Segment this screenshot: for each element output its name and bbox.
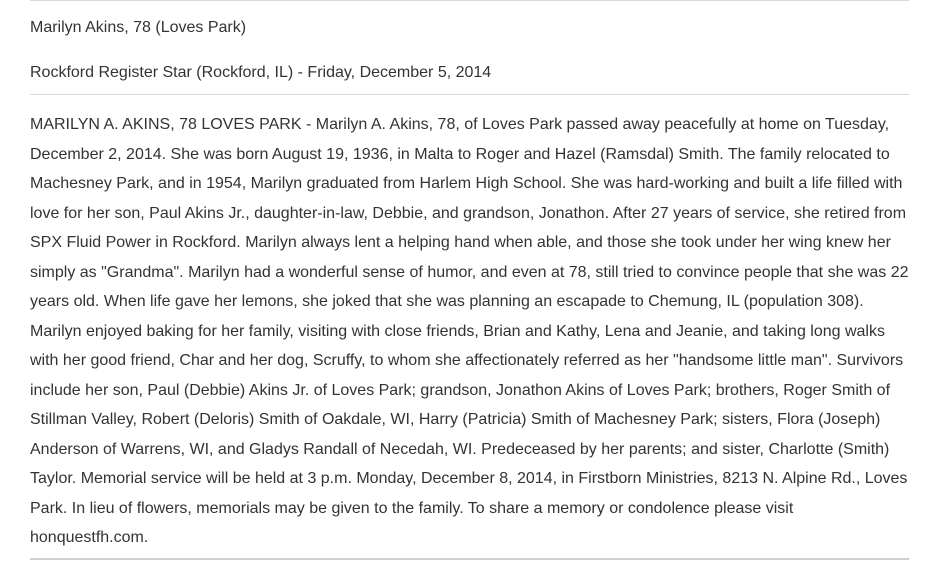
bottom-divider [30,558,909,560]
obituary-source-line: Rockford Register Star (Rockford, IL) - Friday, December 5, 2014 [30,64,492,81]
obituary-heading: Marilyn Akins, 78 (Loves Park) [30,19,247,36]
top-divider [30,0,909,1]
obituary-body: MARILYN A. AKINS, 78 LOVES PARK - Marilyn A. Akins, 78, of Loves Park passed away peacefully at home on Tuesday, December 2, 2014. She was born August 19, 1936, in Malta to Roger and Hazel (Ramsdal) Smith. The family relocated to Machesney Park, and in 1954, Marilyn graduated from Harlem High School. She was hard-working and built a life filled with love for her son, Paul Akins Jr., daughter-in-law, Debbie, and grandson, Jonathon. After 27 years of service, she retired from SPX Fluid Power in Rockford. Marilyn always lent a helping hand when able, and those she took under her wing knew her simply as "Grandma". Marilyn had a wonderful sense of humor, and even at 78, still tried to convince people that she was 22 years old. When life gave her lemons, she joked that she was planning an escapade to Chemung, IL (population 308). Marilyn enjoyed baking for her family, visiting with close friends, Brian and Kathy, Lena and Jeanie, and taking long walks with her good friend, Char and her dog, Scruffy, to whom she affectionately referred as her "handsome little man". Survivors include her son, Paul (Debbie) Akins Jr. of Loves Park; grandson, Jonathon Akins of Loves Park; brothers, Roger Smith of Stillman Valley, Robert (Deloris) Smith of Oakdale, WI, Harry (Patricia) Smith of Machesney Park; sisters, Flora (Joseph) Anderson of Warrens, WI, and Gladys Randall of Necedah, WI. Predeceased by her parents; and sister, Charlotte (Smith) Taylor. Memorial service will be held at 3 p.m. Monday, December 8, 2014, in Firstborn Ministries, 8213 N. Alpine Rd., Loves Park. In lieu of flowers, memorials may be given to the family. To share a memory or condolence please visit honquestfh.com. [30,116,909,546]
header-divider [30,94,909,95]
